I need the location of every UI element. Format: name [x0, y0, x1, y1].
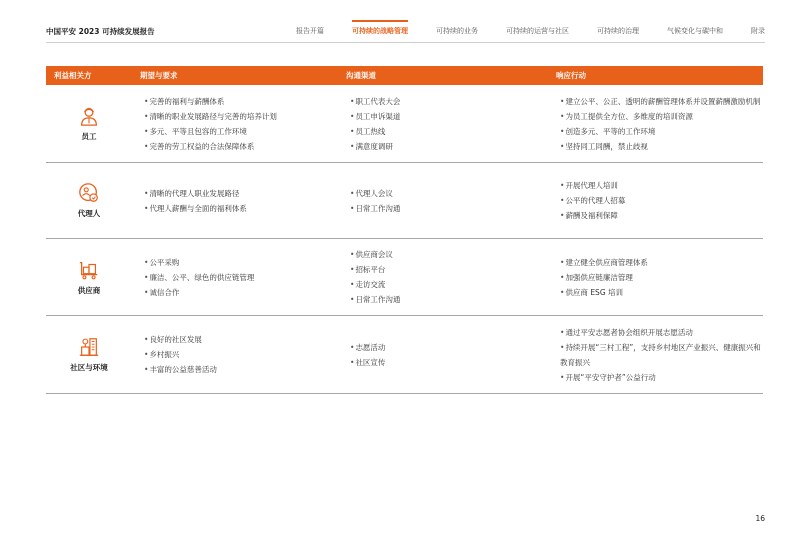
list-item: • 清晰的代理人职业发展路径 [144, 186, 338, 201]
list-item: • 开展“平安守护者”公益行动 [560, 370, 763, 385]
stakeholder-name: 员工 [81, 132, 97, 141]
list-item: • 职工代表大会 [350, 94, 548, 109]
table-row [46, 163, 763, 239]
stakeholder-cell [46, 316, 132, 393]
stakeholder-cell [46, 239, 132, 315]
actions-cell [548, 163, 763, 238]
agent-icon [78, 182, 100, 204]
list-item: • 员工热线 [350, 124, 548, 139]
list-item: • 良好的社区发展 [144, 332, 338, 347]
expectations-cell [132, 163, 338, 238]
list-item: • 通过平安志愿者协会组织开展志愿活动 [560, 325, 763, 340]
actions-cell [548, 239, 763, 315]
expectations-cell [132, 85, 338, 162]
list-item: • 供应商 ESG 培训 [560, 285, 763, 300]
nav-item-strategy[interactable]: 可持续的战略管理 [352, 26, 408, 45]
nav-item-business[interactable]: 可持续的业务 [436, 27, 478, 35]
expectations-cell [132, 316, 338, 393]
list-item: • 招标平台 [350, 262, 548, 277]
table-header [46, 66, 763, 85]
list-item: • 员工申诉渠道 [350, 109, 548, 124]
list-item: • 廉洁、公平、绿色的供应链管理 [144, 270, 338, 285]
header-expectations: 期望与要求 [140, 71, 178, 80]
stakeholder-table [46, 66, 763, 394]
stakeholder-cell [46, 85, 132, 162]
channels-cell [338, 85, 548, 162]
list-item: • 日常工作沟通 [350, 292, 548, 307]
report-title: 中国平安 2023 可持续发展报告 [46, 27, 155, 36]
list-item: • 为员工提供全方位、多维度的培训资源 [560, 109, 763, 124]
list-item: • 创造多元、平等的工作环境 [560, 124, 763, 139]
header-stakeholder: 利益相关方 [54, 71, 92, 80]
list-item: • 开展代理人培训 [560, 178, 763, 193]
stakeholder-name: 供应商 [77, 285, 101, 295]
nav-item-climate[interactable]: 气候变化与碳中和 [667, 27, 723, 35]
list-item: • 乡村振兴 [144, 347, 338, 362]
list-item: • 满意度调研 [350, 139, 548, 154]
header-channels: 沟通渠道 [346, 71, 376, 80]
list-item: • 加强供应链廉洁管理 [560, 270, 763, 285]
channels-cell [338, 163, 548, 238]
list-item: • 完善的福利与薪酬体系 [144, 94, 338, 109]
header-actions: 响应行动 [556, 71, 586, 80]
list-item: • 诚信合作 [144, 285, 338, 300]
channels-cell [338, 239, 548, 315]
supplier-icon [78, 259, 100, 281]
stakeholder-name: 社区与环境 [70, 363, 108, 372]
list-item: • 社区宣传 [350, 355, 548, 370]
table-row [46, 239, 763, 316]
list-item: • 清晰的职业发展路径与完善的培养计划 [144, 109, 338, 124]
list-item: • 丰富的公益慈善活动 [144, 362, 338, 377]
nav-item-appendix[interactable]: 附录 [751, 27, 765, 35]
list-item: • 坚持同工同酬，禁止歧视 [560, 139, 763, 154]
list-item: • 建立公平、公正、透明的薪酬管理体系并设置薪酬激励机制 [560, 94, 763, 109]
list-item: • 代理人薪酬与全面的福利体系 [144, 201, 338, 216]
community-icon [78, 336, 100, 358]
expectations-cell [132, 239, 338, 315]
nav-item-governance[interactable]: 可持续的治理 [597, 27, 639, 35]
nav-item-intro[interactable]: 报告开篇 [296, 27, 324, 35]
list-item: • 供应商会议 [350, 247, 548, 262]
worker-icon [78, 105, 100, 127]
list-item: • 多元、平等且包容的工作环境 [144, 124, 338, 139]
channels-cell [338, 316, 548, 393]
stakeholder-cell [46, 163, 132, 238]
list-item: • 志愿活动 [350, 340, 548, 355]
list-item: • 持续开展“三村工程”，支持乡村地区产业振兴、健康振兴和教育振兴 [560, 340, 763, 370]
table-row [46, 316, 763, 394]
actions-cell [548, 316, 763, 393]
actions-cell [548, 85, 763, 162]
list-item: • 公平采购 [144, 255, 338, 270]
page-number: 16 [755, 514, 765, 523]
list-item: • 薪酬及福利保障 [560, 208, 763, 223]
list-item: • 代理人会议 [350, 186, 548, 201]
report-header [46, 20, 765, 43]
stakeholder-name: 代理人 [77, 209, 101, 218]
section-nav [268, 26, 765, 45]
list-item: • 公平的代理人招募 [560, 193, 763, 208]
list-item: • 完善的劳工权益的合法保障体系 [144, 139, 338, 154]
table-row [46, 85, 763, 163]
nav-item-operations[interactable]: 可持续的运营与社区 [506, 27, 569, 35]
list-item: • 日常工作沟通 [350, 201, 548, 216]
list-item: • 建立健全供应商管理体系 [560, 255, 763, 270]
list-item: • 走访交流 [350, 277, 548, 292]
